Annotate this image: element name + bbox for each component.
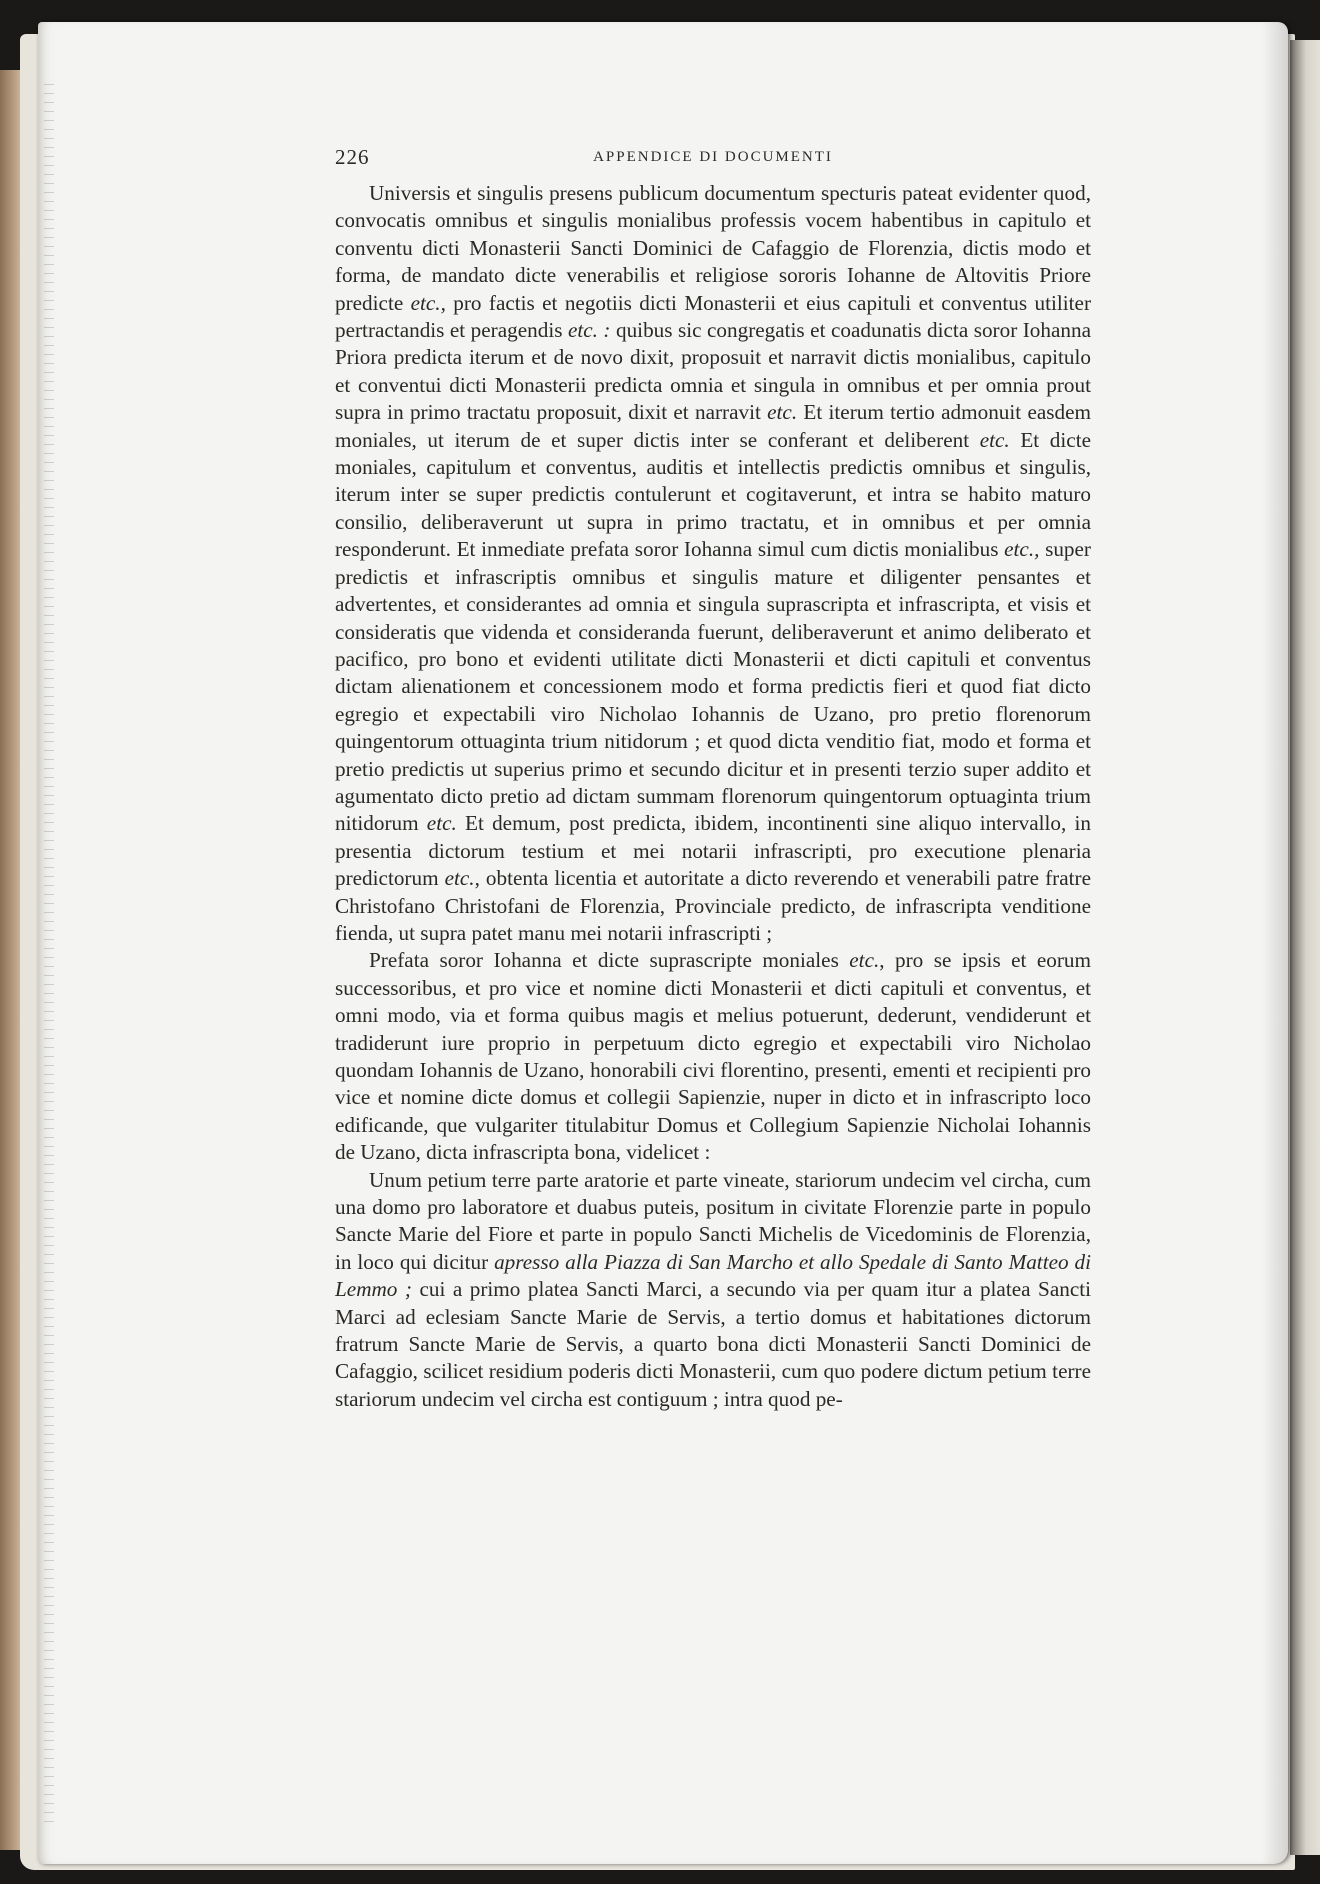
running-head [335,145,1091,173]
paragraph-2: Prefata soror Iohanna et dicte suprascripte moniales etc., pro se ipsis et eorum successoribus, et pro vice et nomine dicti Monasterii et dicti capituli et conventus, et omni modo, via et forma quibus magis et melius potuerunt, dederunt, vendiderunt et tradiderunt iure proprio in perpetuum dicto egregio et expectabili viro Nicholao quondam Iohannis de Uzano, honorabili civi florentino, presenti, ementi et recipienti pro vice et nomine dicte domus et collegii Sapienzie, nuper in dicto et in infrascripto loco edificande, que vulgariter titulabitur Domus et Collegium Sapienzie Nicholai Iohannis de Uzano, dicta infrascripta bona, videlicet : [335,948,1092,1165]
page-number: 226 [335,145,370,169]
page-edge-texture [44,82,54,1822]
running-title: APPENDICE DI DOCUMENTI [593,149,833,165]
gutter-shadow [1262,22,1288,1864]
facing-page-edge [1290,40,1320,1855]
document-body [335,180,1091,1413]
paragraph-1: Universis et singulis presens publicum documentum specturis pateat evidenter quod, convocatis omnibus et singulis monialibus professis vocem habentibus in capitulo et conventu dicti Monasterii Sancti Dominici de Cafaggio de Florenzia, dictis modo et forma, de mandato dicte venerabilis et religiose sororis Iohanne de Altovitis Priore predicte etc., pro factis et negotiis dicti Monasterii et eius capituli et conventus utiliter pertractandis et peragendis etc. : quibus sic congregatis et coadunatis dicta soror Iohanna Priora predicta iterum et de novo dixit, proposuit et narravit dictis monialibus, capitulo et conventui dicti Monasterii predicta omnia et singula in omnibus et per omnia prout supra in primo tractatu proposuit, dixit et narravit etc. Et iterum tertio admonuit easdem moniales, ut iterum de et super dictis inter se conferant et deliberent etc. Et dicte moniales, capitulum et conventus, auditis et intellectis predictis omnibus et singulis, iterum inter se super predictis contulerunt et cogitaverunt, et intra se habito maturo consilio, deliberaverunt ut supra in primo tractatu, et in omnibus et per omnia responderunt. Et inmediate prefata soror Iohanna simul cum dictis monialibus etc., super predictis et infrascriptis omnibus et singulis mature et diligenter pensantes et advertentes, et considerantes ad omnia et singula suprascripta et infrascripta, et visis et consideratis que videnda et consideranda fuerunt, deliberaverunt et animo deliberato et pacifico, pro bono et evidenti utilitate dicti Monasterii et dicti capituli et conventus dictam alienationem et concessionem modo et forma predictis fieri et quod fiat dicto egregio et expectabili viro Nicholao Iohannis de Uzano, pro pretio florenorum quingentorum ottuaginta trium nitidorum ; et quod dicta venditio fiat, modo et forma et pretio predictis ut superius primo et secundo dicitur et in presenti terzio super addito et agumentato dicto pretio ad dictam summam florenorum quingentorum optuaginta trium nitidorum etc. Et demum, post predicta, ibidem, incontinenti sine aliquo intervallo, in presentia dictorum testium et mei notarii infrascripti, pro executione plenaria predictorum etc., obtenta licentia et autoritate a dicto reverendo et venerabili patre fratre Christofano Christofani de Florenzia, Provinciale predicto, de infrascripta venditione fienda, ut supra patet manu mei notarii infrascripti ; [335,181,1091,945]
paragraph-3: Unum petium terre parte aratorie et parte vineate, stariorum undecim vel circha, cum una domo pro laboratore et duabus puteis, positum in civitate Florenzie parte in populo Sancte Marie del Fiore et parte in populo Sancti Michelis de Vicedominis de Florenzia, in loco qui dicitur apresso alla Piazza di San Marcho et allo Spedale di Santo Matteo di Lemmo ; cui a primo platea Sancti Marci, a secundo via per quam itur a platea Sancti Marci ad eclesiam Sancte Marie de Servis, a tertio domus et habitationes dictorum fratrum Sancte Marie de Servis, a quarto bona dicti Monasterii Sancti Dominici de Cafaggio, scilicet residium poderis dicti Monasterii, cum quo podere dictum petium terre stariorum undecim vel circha est contiguum ; intra quod pe- [335,1167,1091,1411]
